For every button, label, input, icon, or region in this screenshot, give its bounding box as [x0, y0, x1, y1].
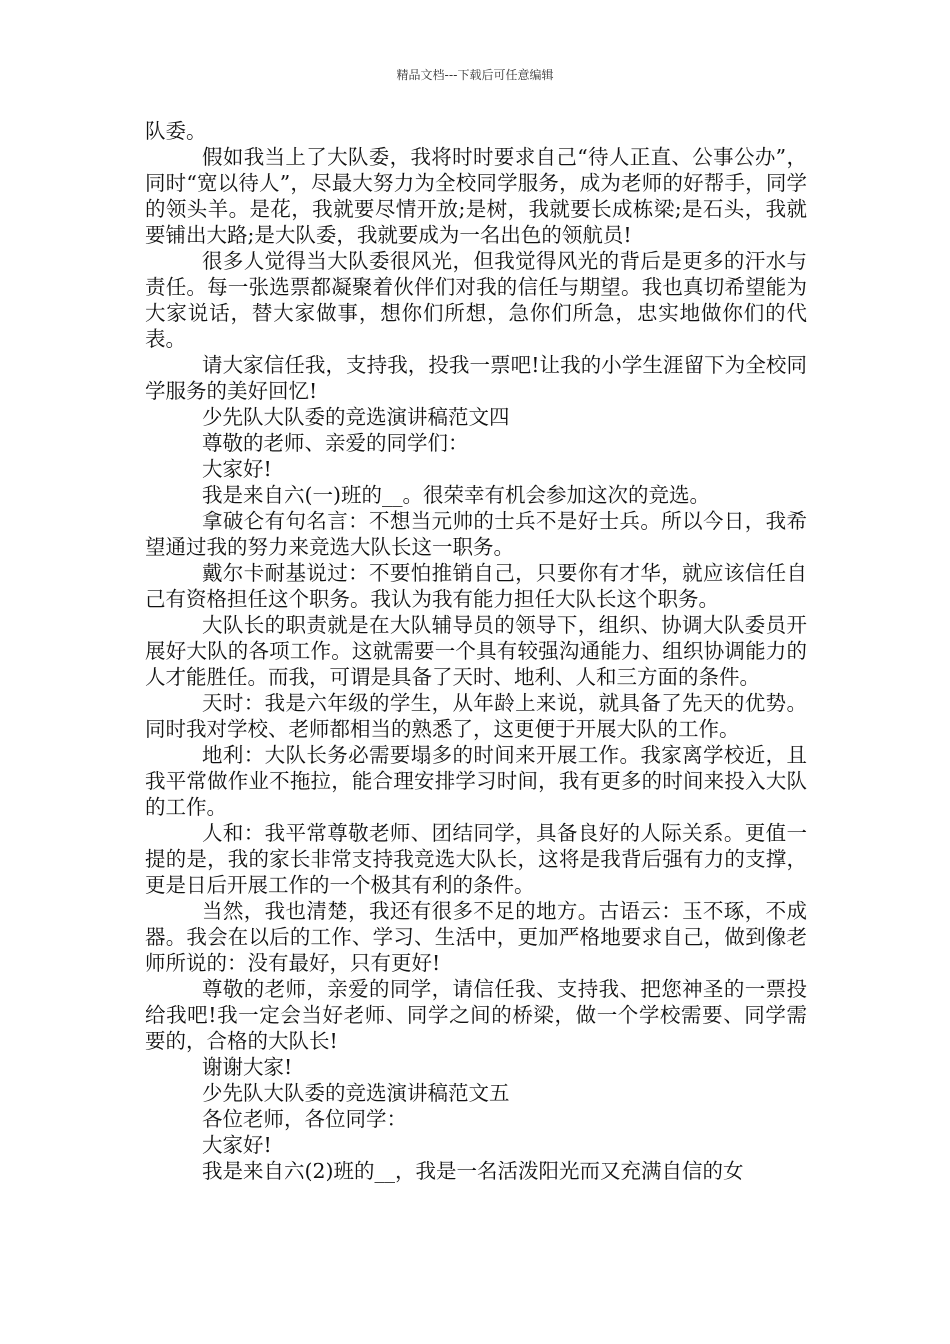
paragraph: 很多人觉得当大队委很风光，但我觉得风光的背后是更多的汗水与责任。每一张选票都凝聚着伙伴们对我的信任与期望。我也真切希望能为大家说话，替大家做事，想你们所想，急你们所急，忠实地做你们的代表。: [145, 249, 807, 351]
salutation: 尊敬的老师、亲爱的同学们：: [202, 431, 469, 455]
closing: 谢谢大家!: [202, 1055, 293, 1079]
paragraph: 队委。: [145, 119, 207, 143]
greeting: 大家好!: [202, 457, 272, 481]
paragraph: 我是来自六(一)班的__。很荣幸有机会参加这次的竞选。: [202, 483, 710, 507]
paragraph: 当然，我也清楚，我还有很多不足的地方。古语云：玉不琢，不成器。我会在以后的工作、学习、生活中，更加严格地要求自己，做到像老师所说的：没有最好，只有更好!: [145, 899, 807, 975]
paragraph: 假如我当上了大队委，我将时时要求自己“待人正直、公事公办”，同时“宽以待人”，尽最大努力为全校同学服务，成为老师的好帮手，同学的领头羊。是花，我就要尽情开放;是树，我就要长成栋梁;是石头，我就要铺出大路;是大队委，我就要成为一名出色的领航员!: [145, 145, 807, 247]
document-body: [145, 118, 807, 1184]
paragraph: 尊敬的老师，亲爱的同学，请信任我、支持我、把您神圣的一票投给我吧!我一定会当好老师、同学之间的桥梁，做一个学校需要、同学需要的，合格的大队长!: [145, 977, 807, 1053]
paragraph: 人和：我平常尊敬老师、团结同学，具备良好的人际关系。更值一提的是，我的家长非常支持我竞选大队长，这将是我背后强有力的支撑，更是日后开展工作的一个极其有利的条件。: [145, 821, 807, 897]
page-header: 精品文档---下载后可任意编辑: [396, 68, 554, 82]
paragraph: 戴尔卡耐基说过：不要怕推销自己，只要你有才华，就应该信任自己有资格担任这个职务。我认为我有能力担任大队长这个职务。: [145, 561, 807, 611]
section-heading: 少先队大队委的竞选演讲稿范文五: [202, 1081, 510, 1105]
paragraph: 大队长的职责就是在大队辅导员的领导下，组织、协调大队委员开展好大队的各项工作。这就需要一个具有较强沟通能力、组织协调能力的人才能胜任。而我，可谓是具备了天时、地利、人和三方面的条件。: [145, 613, 807, 689]
paragraph: 我是来自六(2)班的__，我是一名活泼阳光而又充满自信的女: [202, 1159, 744, 1183]
greeting: 大家好!: [202, 1133, 272, 1157]
paragraph: 请大家信任我，支持我，投我一票吧!让我的小学生涯留下为全校同学服务的美好回忆!: [145, 353, 807, 403]
salutation: 各位老师，各位同学：: [202, 1107, 407, 1131]
paragraph: 地利：大队长务必需要塌多的时间来开展工作。我家离学校近，且我平常做作业不拖拉，能合理安排学习时间，我有更多的时间来投入大队的工作。: [145, 743, 807, 819]
section-heading: 少先队大队委的竞选演讲稿范文四: [202, 405, 510, 429]
paragraph: 天时：我是六年级的学生，从年龄上来说，就具备了先天的优势。同时我对学校、老师都相当的熟悉了，这更便于开展大队的工作。: [145, 691, 807, 741]
paragraph: 拿破仑有句名言：不想当元帅的士兵不是好士兵。所以今日，我希望通过我的努力来竞选大队长这一职务。: [145, 509, 807, 559]
